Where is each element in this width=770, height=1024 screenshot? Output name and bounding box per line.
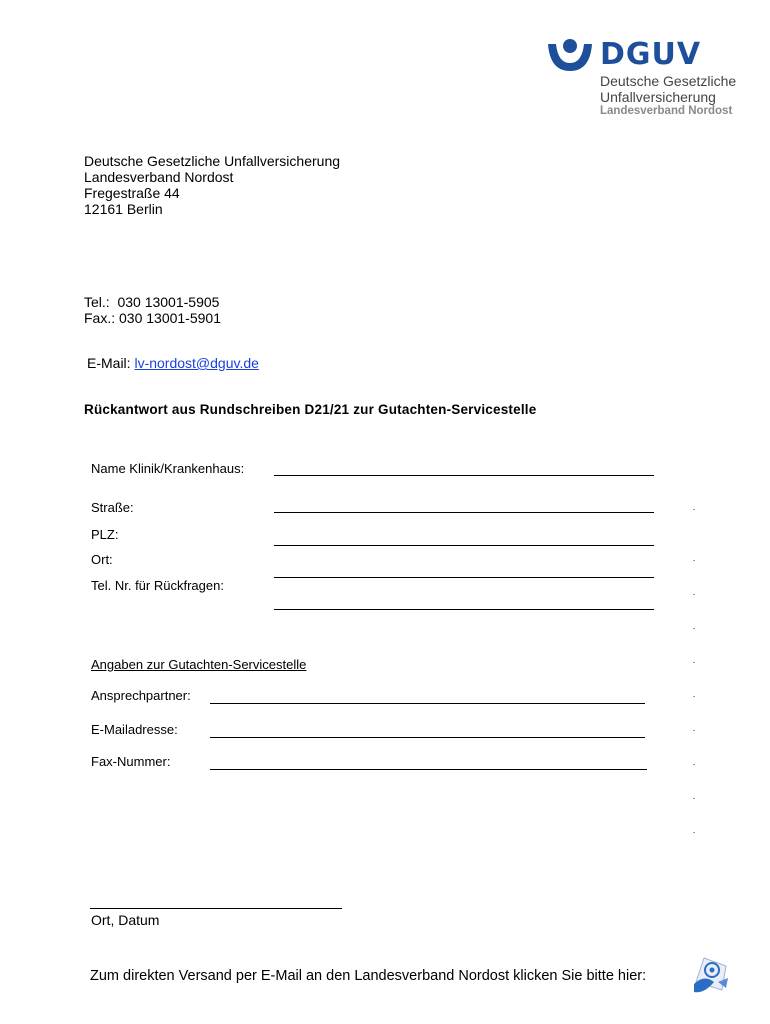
margin-dot <box>693 764 695 765</box>
logo-line-3: Landesverband Nordost <box>600 105 733 117</box>
page-title: Rückantwort aus Rundschreiben D21/21 zur Gutachten-Servicestelle <box>84 402 537 417</box>
margin-dot <box>693 696 695 697</box>
margin-dot <box>693 730 695 731</box>
klinik-field[interactable] <box>274 475 654 476</box>
email-label: E-Mail: <box>87 355 135 371</box>
footer-instruction: Zum direkten Versand per E-Mail an den Landesverband Nordost klicken Sie bitte hier: <box>90 968 647 984</box>
address-line-3: Fregestraße 44 <box>84 185 180 201</box>
ansprechpartner-field[interactable] <box>210 703 645 704</box>
klinik-label: Name Klinik/Krankenhaus: <box>91 461 245 476</box>
logo-line-1: Deutsche Gesetzliche <box>600 73 737 89</box>
fax-number-label: Fax-Nummer: <box>91 754 171 769</box>
strasse-label: Straße: <box>91 500 134 515</box>
margin-dot <box>693 832 695 833</box>
dguv-logo-icon <box>546 38 594 74</box>
section-title-servicestelle: Angaben zur Gutachten-Servicestelle <box>91 657 307 672</box>
ort-field[interactable] <box>274 577 654 578</box>
margin-dot <box>693 560 695 561</box>
email-link[interactable]: lv-nordost@dguv.de <box>134 355 259 371</box>
margin-dot <box>693 798 695 799</box>
margin-dot <box>693 628 695 629</box>
ansprechpartner-label: Ansprechpartner: <box>91 688 191 703</box>
email-address-field[interactable] <box>210 737 645 738</box>
signature-line[interactable] <box>90 908 342 909</box>
strasse-field[interactable] <box>274 512 654 513</box>
plz-field[interactable] <box>274 545 654 546</box>
email-address-label: E-Mailadresse: <box>91 722 178 737</box>
margin-dot <box>693 662 695 663</box>
fax: Fax.: 030 13001-5901 <box>84 310 221 326</box>
tel-label: Tel. Nr. für Rückfragen: <box>91 578 224 593</box>
logo-name: DGUV <box>600 37 702 72</box>
ort-label: Ort: <box>91 552 113 567</box>
email-send-icon[interactable] <box>690 952 732 996</box>
email-row <box>87 355 259 371</box>
address-line-4: 12161 Berlin <box>84 201 163 217</box>
signature-label: Ort, Datum <box>91 912 160 928</box>
telephone: Tel.: 030 13001-5905 <box>84 294 220 310</box>
address-line-1: Deutsche Gesetzliche Unfallversicherung <box>84 153 341 169</box>
logo-line-2: Unfallversicherung <box>600 89 716 105</box>
tel-field[interactable] <box>274 609 654 610</box>
fax-number-field[interactable] <box>210 769 647 770</box>
margin-dot <box>693 509 695 510</box>
address-line-2: Landesverband Nordost <box>84 169 234 185</box>
plz-label: PLZ: <box>91 527 119 542</box>
margin-dot <box>693 594 695 595</box>
